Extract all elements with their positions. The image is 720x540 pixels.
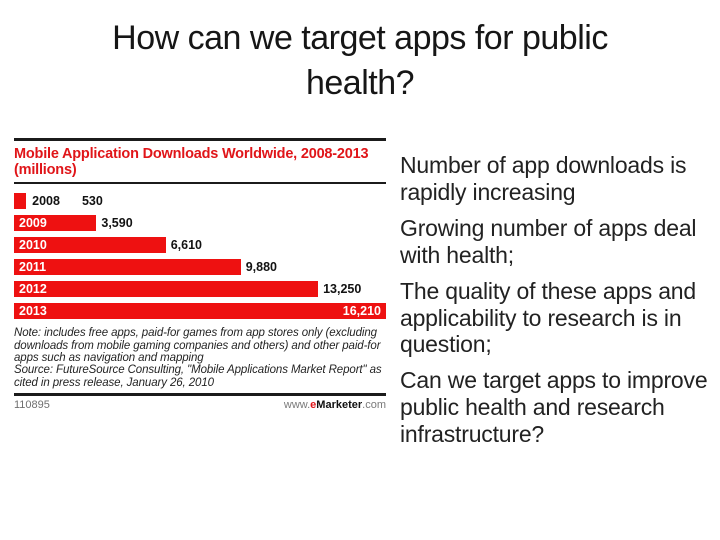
bar-year-label: 2011 xyxy=(19,260,47,275)
chart-top-rule xyxy=(14,138,386,141)
slide-title: How can we target apps for public health? xyxy=(112,19,608,102)
bullet-2: Growing number of apps deal with health; xyxy=(400,214,697,268)
bullet-1: Number of app downloads is rapidly increasing xyxy=(400,152,687,205)
bar-value-label: 530 xyxy=(81,194,103,209)
bullet-4: Can we target apps to improve public health and research infrastructure? xyxy=(400,367,708,448)
chart-footer xyxy=(14,393,386,411)
chart-bar-row xyxy=(14,237,386,253)
url-name: Marketer xyxy=(316,398,363,411)
bar-year-label: 2013 xyxy=(19,304,47,319)
chart-subtitle: (millions) xyxy=(14,162,77,179)
bullet-text-block xyxy=(400,152,710,457)
chart-bar xyxy=(14,193,26,209)
chart-source: Source: FutureSource Consulting, "Mobile Applications Market Report" as cited in press release, January 26, 2010 xyxy=(14,364,382,389)
chart-bar-row xyxy=(14,259,386,275)
chart-bar xyxy=(14,281,318,297)
bar-year-label: 2012 xyxy=(19,282,47,297)
chart-bar-row xyxy=(14,303,386,319)
bar-value-label: 13,250 xyxy=(323,282,362,297)
chart-bars xyxy=(14,193,386,319)
chart-bar-row xyxy=(14,281,386,297)
emarketer-url xyxy=(284,399,386,411)
chart-bar xyxy=(14,215,96,231)
url-prefix: www. xyxy=(283,398,311,411)
downloads-chart xyxy=(14,138,386,411)
chart-bar xyxy=(14,259,241,275)
bar-year-label: 2010 xyxy=(19,238,47,253)
bar-value-label: 16,210 xyxy=(342,304,381,319)
bullet-3: The quality of these apps and applicability to research is in question; xyxy=(400,277,696,358)
chart-note: Note: includes free apps, paid-for games from app stores only (excluding downloads from mobile gaming companies and others) and other paid-for apps such as navigation and mapping xyxy=(14,327,381,365)
url-suffix: .com xyxy=(362,398,386,411)
chart-bar xyxy=(14,303,386,319)
bar-value-label: 3,590 xyxy=(101,216,133,231)
chart-id-number: 110895 xyxy=(14,398,50,411)
bar-year-label: 2008 xyxy=(32,194,60,209)
bar-value-label: 6,610 xyxy=(170,238,202,253)
url-e: e xyxy=(310,398,317,411)
chart-title: Mobile Application Downloads Worldwide, 2008-2013 xyxy=(14,146,369,162)
bar-year-label: 2009 xyxy=(19,216,47,231)
bar-value-label: 9,880 xyxy=(245,260,277,275)
chart-bar-row xyxy=(14,215,386,231)
chart-header-rule xyxy=(14,182,386,184)
chart-bar-row xyxy=(14,193,386,209)
chart-bar xyxy=(14,237,166,253)
